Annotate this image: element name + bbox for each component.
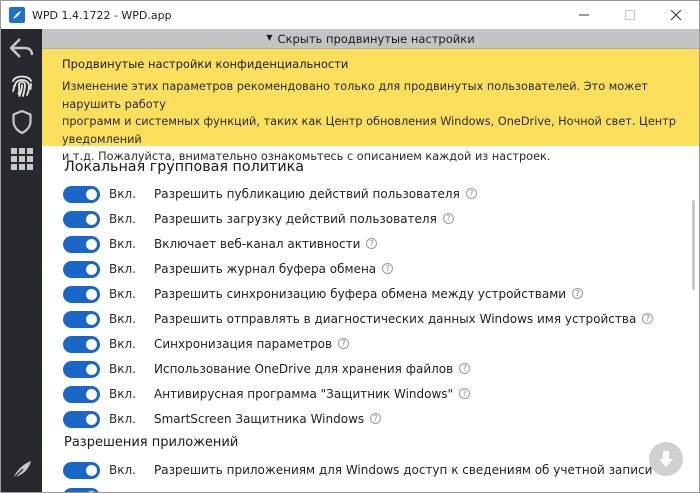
setting-toggle[interactable]: [63, 286, 100, 303]
setting-label: Синхронизация параметров: [154, 337, 333, 351]
setting-toggle[interactable]: [63, 336, 100, 353]
warning-line: Изменение этих параметров рекомендовано только для продвинутых пользователей. Это может нарушить работу: [62, 80, 648, 111]
app-logo-icon: [9, 7, 25, 23]
setting-toggle[interactable]: [63, 361, 100, 378]
feather-icon: [10, 458, 34, 482]
toggle-state-label: Вкл.: [109, 387, 136, 401]
setting-label: Включает веб-канал активности: [154, 237, 361, 251]
setting-row-partial: [63, 484, 663, 493]
triangle-down-icon: ▼: [266, 33, 273, 42]
setting-label: Разрешить приложениям для Windows доступ к сведениям об учетной записи: [154, 463, 653, 477]
sidebar-item-apps[interactable]: [1, 140, 42, 177]
title-bar: [1, 1, 699, 29]
setting-toggle[interactable]: [63, 411, 100, 428]
setting-row: [63, 382, 663, 406]
minimize-icon: [579, 10, 589, 20]
warning-text: [62, 78, 679, 166]
setting-row: [63, 182, 663, 206]
help-icon[interactable]: ?: [642, 313, 653, 324]
toggle-state-label: Вкл.: [109, 337, 136, 351]
help-icon[interactable]: ?: [459, 388, 470, 399]
maximize-button[interactable]: [607, 1, 653, 29]
help-icon[interactable]: ?: [459, 363, 470, 374]
setting-row: [63, 458, 663, 482]
toggle-state-label: Вкл.: [109, 312, 136, 326]
setting-row: [63, 207, 663, 231]
setting-toggle[interactable]: [63, 488, 100, 493]
help-icon[interactable]: ?: [443, 213, 454, 224]
fingerprint-icon: [10, 72, 34, 98]
help-icon[interactable]: ?: [466, 188, 477, 199]
setting-label: SmartScreen Защитника Windows: [154, 412, 365, 426]
toggle-state-label: Вкл.: [109, 412, 136, 426]
hide-advanced-settings-button[interactable]: [42, 29, 699, 49]
window-title: WPD 1.4.1722 - WPD.app: [32, 8, 172, 22]
sidebar-item-security[interactable]: [1, 103, 42, 140]
setting-label: Разрешить журнал буфера обмена: [154, 262, 377, 276]
minimize-button[interactable]: [561, 1, 607, 29]
main-content: [42, 29, 699, 493]
help-icon[interactable]: ?: [572, 288, 583, 299]
setting-row: [63, 332, 663, 356]
setting-row: [63, 357, 663, 381]
section-title-group-policy: Локальная групповая политика: [64, 159, 305, 175]
sidebar: [1, 29, 42, 493]
arrow-down-icon: [656, 449, 676, 469]
warning-line: и т.д. Пожалуйста, внимательно ознакомьтесь с описанием каждой из настроек.: [62, 150, 551, 163]
toggle-state-label: Вкл.: [109, 262, 136, 276]
shield-icon: [11, 109, 33, 135]
help-icon[interactable]: ?: [338, 338, 349, 349]
help-icon[interactable]: ?: [366, 238, 377, 249]
toggle-state-label: Вкл.: [109, 212, 136, 226]
sidebar-item-back[interactable]: [1, 29, 42, 66]
setting-toggle[interactable]: [63, 386, 100, 403]
toggle-state-label: Вкл.: [109, 237, 136, 251]
close-icon: [671, 10, 681, 20]
close-button[interactable]: [653, 1, 699, 29]
setting-label: Разрешить отправлять в диагностических данных Windows имя устройства: [154, 312, 637, 326]
setting-label: Использование OneDrive для хранения файлов: [154, 362, 454, 376]
back-arrow-icon: [9, 37, 35, 59]
setting-row: [63, 407, 663, 431]
setting-row: [63, 282, 663, 306]
scrollbar-thumb[interactable]: [692, 200, 695, 290]
toggle-state-label: Вкл.: [109, 362, 136, 376]
setting-toggle[interactable]: [63, 311, 100, 328]
setting-label: Разрешить загрузку действий пользователя: [154, 212, 437, 226]
advanced-warning-banner: [42, 49, 699, 163]
setting-label: Антивирусная программа "Защитник Windows": [154, 387, 454, 401]
window-controls: [561, 1, 699, 29]
setting-toggle[interactable]: [63, 186, 100, 203]
setting-toggle[interactable]: [63, 261, 100, 278]
maximize-icon: [625, 10, 635, 20]
help-icon[interactable]: ?: [382, 263, 393, 274]
warning-line: программ и системных функций, таких как Центр обновления Windows, OneDrive, Ночной свет. Центр уведомлений: [62, 115, 676, 146]
sidebar-item-about[interactable]: [1, 453, 42, 487]
warning-title: Продвинутые настройки конфиденциальности: [62, 57, 349, 71]
toggle-state-label: Вкл.: [109, 187, 136, 201]
help-icon[interactable]: ?: [370, 413, 381, 424]
setting-row: [63, 307, 663, 331]
setting-label: Разрешить публикацию действий пользователя: [154, 187, 460, 201]
toggle-state-label: Вкл.: [109, 463, 136, 477]
sidebar-item-privacy[interactable]: [1, 66, 42, 103]
toggle-state-label: Вкл.: [109, 287, 136, 301]
apps-grid-icon: [10, 147, 34, 171]
setting-toggle[interactable]: [63, 236, 100, 253]
scroll-down-button[interactable]: [649, 442, 683, 476]
setting-label: Разрешить синхронизацию буфера обмена между устройствами: [154, 287, 567, 301]
section-title-app-permissions: Разрешения приложений: [64, 435, 239, 450]
setting-toggle[interactable]: [63, 462, 100, 479]
setting-row: [63, 257, 663, 281]
setting-row: [63, 232, 663, 256]
setting-toggle[interactable]: [63, 211, 100, 228]
hide-advanced-settings-label: Скрыть продвинутые настройки: [277, 31, 475, 46]
